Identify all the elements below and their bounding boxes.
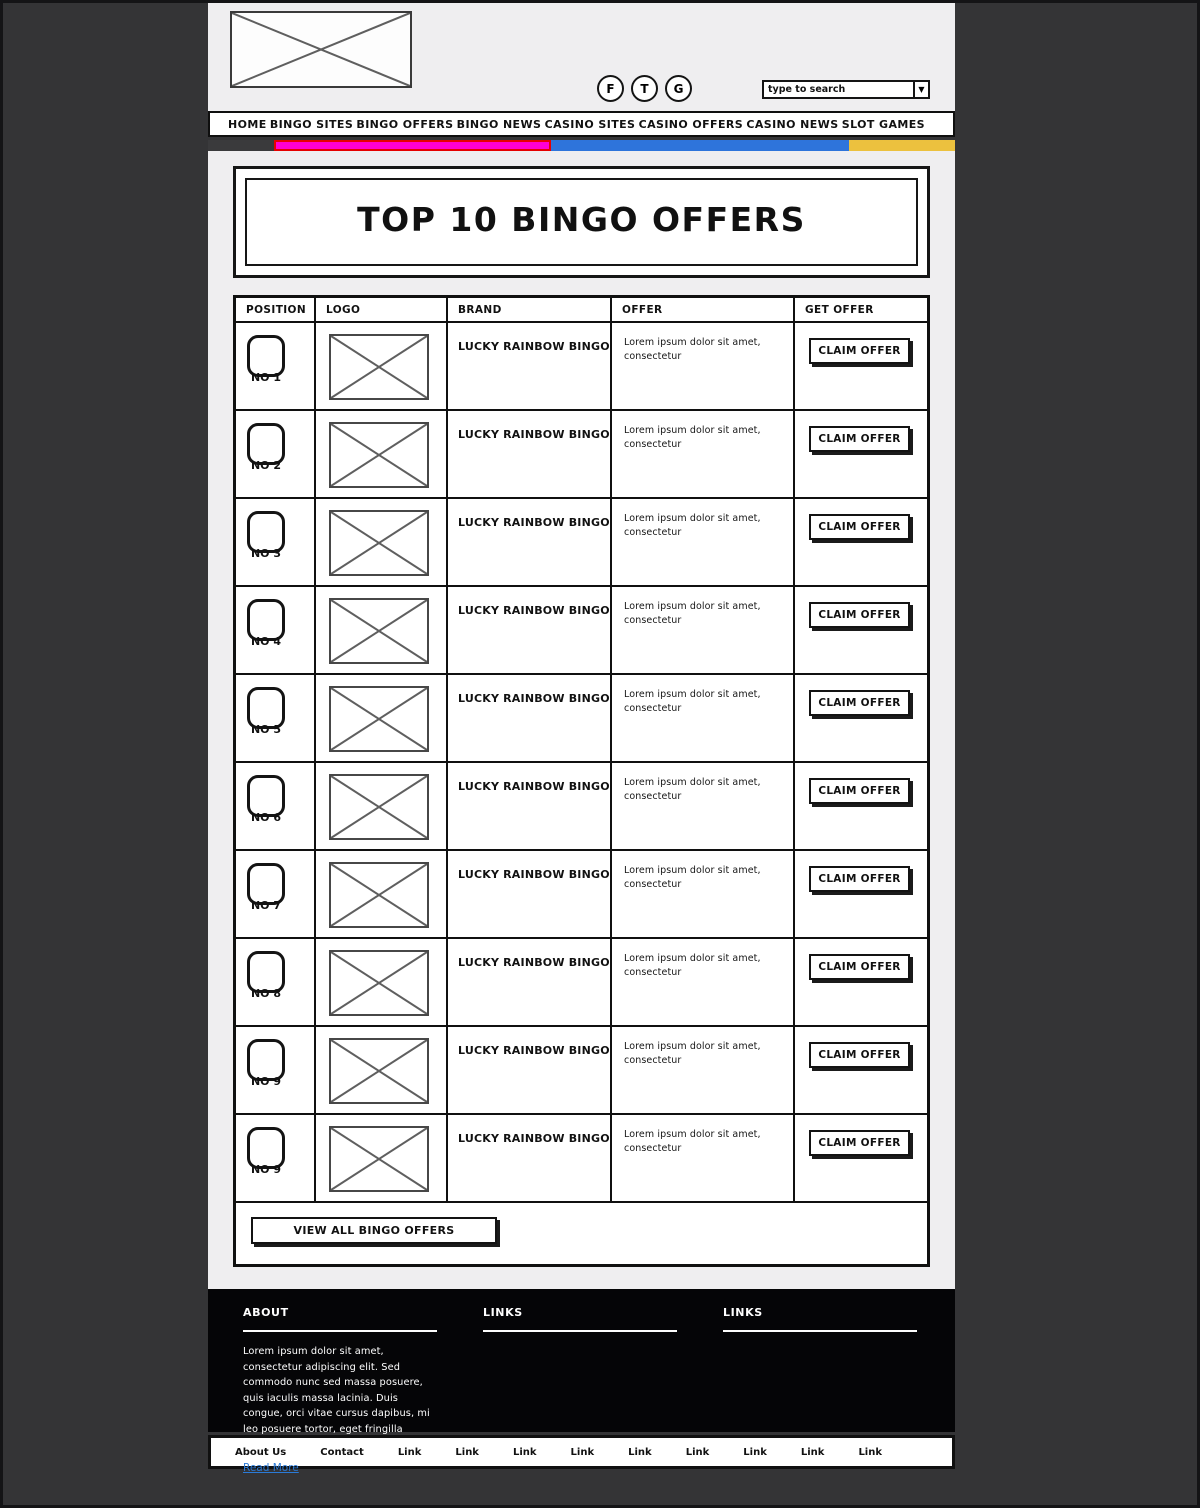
placeholder-cross-icon bbox=[331, 512, 427, 574]
table-row bbox=[236, 851, 927, 939]
stripe-segment-dark bbox=[208, 140, 274, 151]
brand-name: LUCKY RAINBOW BINGO bbox=[458, 1132, 610, 1145]
nav-item-slot-games[interactable]: SLOT GAMES bbox=[841, 117, 925, 131]
offer-cell bbox=[612, 499, 795, 585]
nav-item-bingo-offers[interactable]: BINGO OFFERS bbox=[356, 117, 454, 131]
offer-cell bbox=[612, 323, 795, 409]
brand-cell bbox=[448, 1027, 612, 1113]
get-offer-cell bbox=[795, 939, 927, 1025]
column-header-position: POSITION bbox=[236, 298, 316, 321]
logo-cell bbox=[316, 763, 448, 849]
brand-image-placeholder bbox=[329, 950, 429, 1016]
bottom-link[interactable]: Link bbox=[800, 1446, 825, 1458]
brand-image-placeholder bbox=[329, 774, 429, 840]
offer-text: Lorem ipsum dolor sit amet, consectetur bbox=[624, 601, 761, 627]
get-offer-cell bbox=[795, 675, 927, 761]
logo-cell bbox=[316, 499, 448, 585]
offer-cell bbox=[612, 675, 795, 761]
bottom-link-contact[interactable]: Contact bbox=[320, 1446, 364, 1458]
brand-name: LUCKY RAINBOW BINGO bbox=[458, 1044, 610, 1057]
brand-cell bbox=[448, 323, 612, 409]
brand-image-placeholder bbox=[329, 1126, 429, 1192]
position-cell bbox=[236, 411, 316, 497]
offer-text: Lorem ipsum dolor sit amet, consectetur bbox=[624, 513, 761, 539]
table-row bbox=[236, 1027, 927, 1115]
footer-links-column-2 bbox=[723, 1306, 917, 1432]
footer-about-heading: ABOUT bbox=[243, 1306, 289, 1319]
bottom-link[interactable]: Link bbox=[512, 1446, 537, 1458]
claim-offer-button[interactable]: CLAIM OFFER bbox=[809, 514, 910, 540]
brand-cell bbox=[448, 411, 612, 497]
brand-cell bbox=[448, 499, 612, 585]
brand-cell bbox=[448, 1115, 612, 1201]
brand-image-placeholder bbox=[329, 334, 429, 400]
logo-cell bbox=[316, 1115, 448, 1201]
brand-image-placeholder bbox=[329, 598, 429, 664]
brand-cell bbox=[448, 939, 612, 1025]
logo-cell bbox=[316, 323, 448, 409]
nav-item-bingo-sites[interactable]: BINGO SITES bbox=[269, 117, 354, 131]
offer-cell bbox=[612, 587, 795, 673]
category-color-stripe bbox=[208, 140, 955, 151]
brand-name: LUCKY RAINBOW BINGO bbox=[458, 780, 610, 793]
nav-item-home[interactable]: HOME bbox=[228, 117, 267, 131]
logo-cell bbox=[316, 939, 448, 1025]
facebook-icon[interactable] bbox=[597, 75, 624, 102]
offer-text: Lorem ipsum dolor sit amet, consectetur bbox=[624, 689, 761, 715]
get-offer-cell bbox=[795, 1027, 927, 1113]
logo-cell bbox=[316, 675, 448, 761]
offer-cell bbox=[612, 411, 795, 497]
nav-item-casino-news[interactable]: CASINO NEWS bbox=[746, 117, 839, 131]
page-title-box bbox=[233, 166, 930, 278]
brand-name: LUCKY RAINBOW BINGO bbox=[458, 692, 610, 705]
brand-image-placeholder bbox=[329, 862, 429, 928]
social-icons bbox=[597, 75, 692, 102]
position-label: NO 5 bbox=[250, 723, 282, 736]
footer-links-heading: LINKS bbox=[723, 1306, 763, 1319]
twitter-letter: T bbox=[640, 81, 649, 96]
table-row bbox=[236, 763, 927, 851]
placeholder-cross-icon bbox=[331, 336, 427, 398]
offer-cell bbox=[612, 1027, 795, 1113]
footer-heading-rule bbox=[723, 1330, 917, 1332]
brand-cell bbox=[448, 763, 612, 849]
position-label: NO 7 bbox=[250, 899, 282, 912]
position-cell bbox=[236, 1115, 316, 1201]
offer-text: Lorem ipsum dolor sit amet, consectetur bbox=[624, 1129, 761, 1155]
stripe-segment-magenta bbox=[274, 140, 551, 151]
brand-image-placeholder bbox=[329, 510, 429, 576]
offer-cell bbox=[612, 763, 795, 849]
page-title-inner-box bbox=[245, 178, 918, 266]
bottom-link-about-us[interactable]: About Us bbox=[235, 1446, 287, 1458]
offer-text: Lorem ipsum dolor sit amet, consectetur bbox=[624, 953, 761, 979]
position-cell bbox=[236, 851, 316, 937]
brand-name: LUCKY RAINBOW BINGO bbox=[458, 956, 610, 969]
stripe-segment-yellow bbox=[849, 140, 955, 151]
position-label: NO 1 bbox=[250, 371, 282, 384]
claim-offer-button[interactable]: CLAIM OFFER bbox=[809, 426, 910, 452]
twitter-icon[interactable] bbox=[631, 75, 658, 102]
logo-image-placeholder bbox=[230, 11, 412, 88]
brand-name: LUCKY RAINBOW BINGO bbox=[458, 428, 610, 441]
claim-offer-button[interactable]: CLAIM OFFER bbox=[809, 338, 910, 364]
get-offer-cell bbox=[795, 323, 927, 409]
get-offer-cell bbox=[795, 411, 927, 497]
position-cell bbox=[236, 499, 316, 585]
offer-text: Lorem ipsum dolor sit amet, consectetur bbox=[624, 425, 761, 451]
bottom-link[interactable]: Link bbox=[397, 1446, 422, 1458]
placeholder-cross-icon bbox=[331, 600, 427, 662]
offers-table bbox=[233, 295, 930, 1267]
get-offer-cell bbox=[795, 1115, 927, 1201]
position-cell bbox=[236, 939, 316, 1025]
brand-image-placeholder bbox=[329, 422, 429, 488]
offer-text: Lorem ipsum dolor sit amet, consectetur bbox=[624, 337, 761, 363]
position-cell bbox=[236, 763, 316, 849]
table-row bbox=[236, 411, 927, 499]
claim-offer-button[interactable]: CLAIM OFFER bbox=[809, 602, 910, 628]
bottom-link[interactable]: Link bbox=[628, 1446, 652, 1458]
brand-name: LUCKY RAINBOW BINGO bbox=[458, 340, 610, 353]
position-label: NO 3 bbox=[250, 547, 282, 560]
get-offer-cell bbox=[795, 851, 927, 937]
search-box bbox=[762, 80, 930, 99]
placeholder-cross-icon bbox=[331, 1128, 427, 1190]
claim-offer-button[interactable]: CLAIM OFFER bbox=[809, 778, 910, 804]
view-all-bingo-offers-button[interactable]: VIEW ALL BINGO OFFERS bbox=[251, 1217, 497, 1244]
get-offer-cell bbox=[795, 763, 927, 849]
facebook-letter: F bbox=[606, 81, 615, 96]
google-letter: G bbox=[673, 81, 684, 96]
bottom-link[interactable]: Link bbox=[858, 1446, 883, 1458]
column-header-logo: LOGO bbox=[316, 298, 448, 321]
claim-offer-button[interactable]: CLAIM OFFER bbox=[809, 954, 910, 980]
stripe-segment-blue bbox=[551, 140, 849, 151]
footer-heading-rule bbox=[483, 1330, 677, 1332]
claim-offer-button[interactable]: CLAIM OFFER bbox=[809, 1042, 910, 1068]
footer-links-column-1 bbox=[483, 1306, 677, 1432]
google-icon[interactable] bbox=[665, 75, 692, 102]
logo-cell bbox=[316, 411, 448, 497]
main-nav bbox=[208, 111, 955, 137]
bottom-link[interactable]: Link bbox=[570, 1446, 595, 1458]
placeholder-cross-icon bbox=[331, 776, 427, 838]
logo-cell bbox=[316, 587, 448, 673]
brand-cell bbox=[448, 587, 612, 673]
position-label: NO 6 bbox=[250, 811, 282, 824]
position-label: NO 4 bbox=[250, 635, 282, 648]
page-content bbox=[208, 3, 955, 1474]
table-row bbox=[236, 587, 927, 675]
brand-image-placeholder bbox=[329, 1038, 429, 1104]
brand-name: LUCKY RAINBOW BINGO bbox=[458, 516, 610, 529]
nav-item-bingo-news[interactable]: BINGO NEWS bbox=[456, 117, 542, 131]
placeholder-cross-icon bbox=[331, 688, 427, 750]
offer-text: Lorem ipsum dolor sit amet, consectetur bbox=[624, 865, 761, 891]
claim-offer-button[interactable]: CLAIM OFFER bbox=[809, 1130, 910, 1156]
logo-cell bbox=[316, 851, 448, 937]
column-header-get-offer: GET OFFER bbox=[805, 303, 874, 316]
placeholder-cross-icon bbox=[331, 952, 427, 1014]
table-header-row bbox=[236, 298, 927, 323]
main-section bbox=[208, 151, 955, 1289]
nav-item-casino-offers[interactable]: CASINO OFFERS bbox=[638, 117, 744, 131]
column-header-offer: OFFER bbox=[612, 298, 795, 321]
brand-cell bbox=[448, 851, 612, 937]
footer-links-heading: LINKS bbox=[483, 1306, 523, 1319]
offer-cell bbox=[612, 1115, 795, 1201]
bottom-link[interactable]: Link bbox=[455, 1446, 479, 1458]
page-title: TOP 10 BINGO OFFERS bbox=[357, 199, 806, 239]
brand-image-placeholder bbox=[329, 686, 429, 752]
table-row bbox=[236, 499, 927, 587]
table-row bbox=[236, 939, 927, 1027]
table-row bbox=[236, 1115, 927, 1203]
logo-cell bbox=[316, 1027, 448, 1113]
site-header bbox=[208, 3, 955, 111]
read-more-link[interactable]: Read More bbox=[243, 1461, 299, 1474]
position-cell bbox=[236, 1027, 316, 1113]
offer-cell bbox=[612, 939, 795, 1025]
table-row bbox=[236, 323, 927, 411]
search-input[interactable] bbox=[764, 82, 913, 97]
bottom-link[interactable]: Link bbox=[743, 1446, 767, 1458]
column-header-brand: BRAND bbox=[448, 298, 612, 321]
brand-name: LUCKY RAINBOW BINGO bbox=[458, 604, 610, 617]
claim-offer-button[interactable]: CLAIM OFFER bbox=[809, 690, 910, 716]
claim-offer-button[interactable]: CLAIM OFFER bbox=[809, 866, 910, 892]
bottom-link[interactable]: Link bbox=[685, 1446, 710, 1458]
placeholder-cross-icon bbox=[331, 864, 427, 926]
placeholder-cross-icon bbox=[331, 424, 427, 486]
offer-cell bbox=[612, 851, 795, 937]
brand-cell bbox=[448, 675, 612, 761]
get-offer-cell bbox=[795, 499, 927, 585]
brand-name: LUCKY RAINBOW BINGO bbox=[458, 868, 610, 881]
nav-item-casino-sites[interactable]: CASINO SITES bbox=[544, 117, 636, 131]
offer-text: Lorem ipsum dolor sit amet, consectetur bbox=[624, 1041, 761, 1067]
position-label: NO 8 bbox=[250, 987, 282, 1000]
position-cell bbox=[236, 587, 316, 673]
table-row bbox=[236, 675, 927, 763]
position-label: NO 9 bbox=[250, 1163, 282, 1176]
position-label: NO 2 bbox=[250, 459, 282, 472]
position-label: NO 9 bbox=[250, 1075, 282, 1088]
footer-about-text: Lorem ipsum dolor sit amet, consectetur adipiscing elit. Sed commodo nunc sed massa posuere, quis iaculis massa lacinia. Duis congue, orci vitae cursus dapibus, mi leo posuere tortor, eget fringilla mauris arcu bbox=[243, 1346, 430, 1450]
table-footer bbox=[236, 1203, 927, 1264]
position-cell bbox=[236, 323, 316, 409]
search-dropdown-arrow-icon[interactable]: ▼ bbox=[913, 82, 928, 97]
get-offer-cell bbox=[795, 587, 927, 673]
placeholder-cross-icon bbox=[331, 1040, 427, 1102]
footer-heading-rule bbox=[243, 1330, 437, 1332]
placeholder-cross-icon bbox=[232, 13, 410, 86]
position-cell bbox=[236, 675, 316, 761]
offer-text: Lorem ipsum dolor sit amet, consectetur bbox=[624, 777, 761, 803]
